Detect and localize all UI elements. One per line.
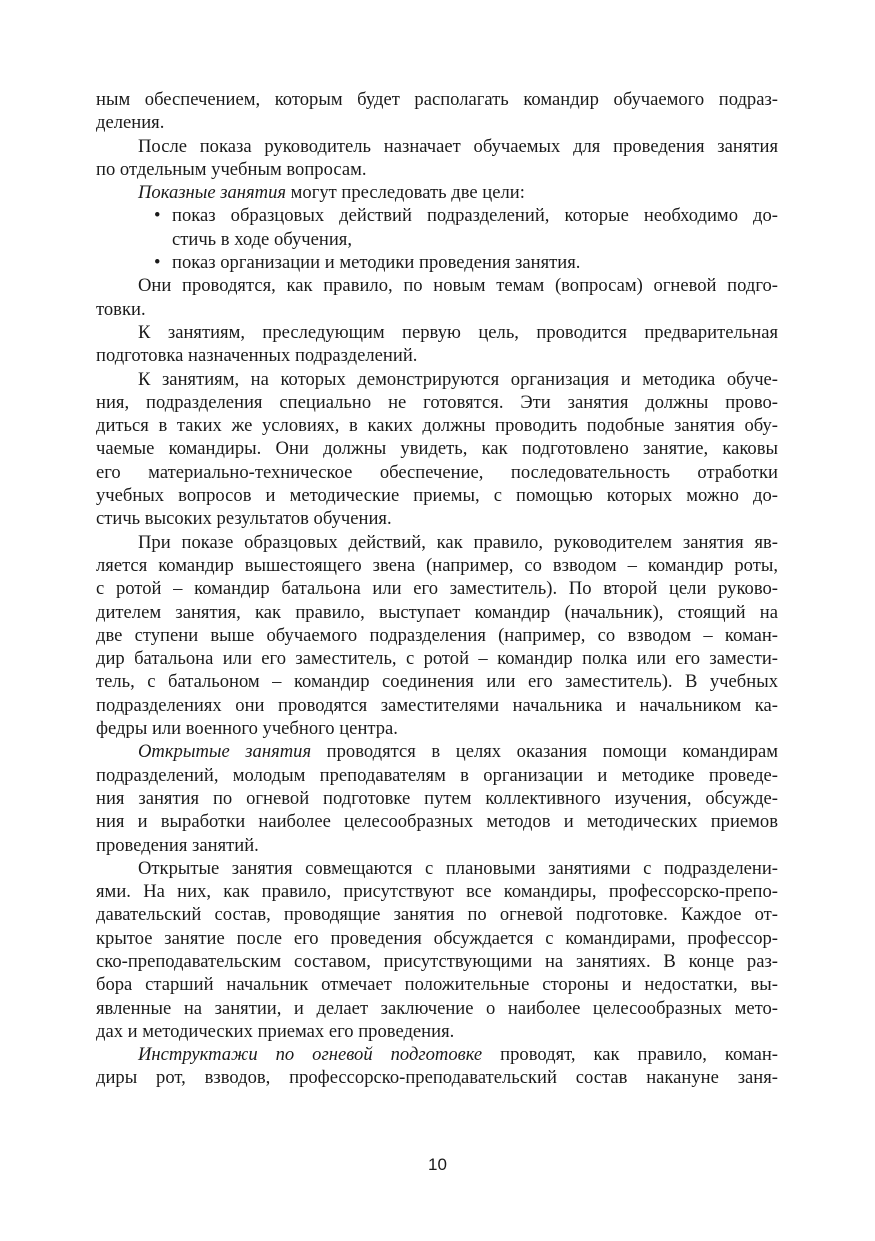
text-line: товки. (96, 298, 146, 320)
text-line: диться в таких же условиях, в каких должны проводить подобные занятия обу- (96, 415, 778, 437)
text-line: подготовка назначенных подразделений. (96, 345, 418, 367)
text-line: ляется командир вышестоящего звена (например, со взводом – командир роты, (96, 554, 778, 576)
bullet-text: показ организации и методики проведения занятия. (172, 252, 581, 274)
text-line (96, 181, 778, 204)
text-line: тель, с батальоном – командир соединения или его заместитель). В учебных (96, 671, 778, 693)
text-line (96, 1043, 778, 1066)
text-line: дах и методических приемах его проведения. (96, 1020, 455, 1042)
line-rest: могут преследовать две цели: (286, 182, 525, 204)
text-line: ями. На них, как правило, присутствуют все командиры, профессорско-препо- (96, 881, 778, 903)
text-line: учебных вопросов и методические приемы, с помощью которых можно до- (96, 485, 778, 507)
bullet-line (96, 251, 778, 274)
italic-term: Инструктажи по огневой подготовке (138, 1044, 483, 1066)
text-line: ско-преподавательским составом, присутствующими на занятиях. В конце раз- (96, 950, 778, 972)
bullet-line (96, 204, 778, 227)
bullet-icon: • (154, 252, 161, 274)
page-number: 10 (428, 1155, 447, 1174)
italic-term: Открытые занятия (138, 741, 312, 763)
text-line: деления. (96, 112, 165, 134)
text-line: подразделений, молодым преподавателям в организации и методике проведе- (96, 764, 778, 786)
page-body (96, 88, 778, 1090)
italic-term: Показные занятия (138, 182, 287, 204)
text-line: проведения занятий. (96, 834, 259, 856)
text-line: две ступени выше обучаемого подразделения (например, со взводом – коман- (96, 624, 778, 646)
text-line: ния и выработки наиболее целесообразных методов и методических приемов (96, 811, 778, 833)
text-line: стичь высоких результатов обучения. (96, 508, 392, 530)
bullet-icon: • (154, 205, 161, 227)
text-line: дир батальона или его заместитель, с ротой – командир полка или его замести- (96, 648, 778, 670)
line-rest: проводятся в целях оказания помощи командирам (311, 741, 779, 763)
text-line: стичь в ходе обучения, (172, 228, 352, 250)
text-line: диры рот, взводов, профессорско-преподавательский состав накануне заня- (96, 1067, 778, 1089)
text-line: его материально-техническое обеспечение, последовательность отработки (96, 461, 778, 483)
text-line: давательский состав, проводящие занятия по огневой подготовке. Каждое от- (96, 904, 778, 926)
text-line: После показа руководитель назначает обучаемых для проведения занятия (138, 135, 778, 157)
text-line: чаемые командиры. Они должны увидеть, как подготовлено занятие, каковы (96, 438, 778, 460)
text-line: крытое занятие после его проведения обсуждается с командирами, профессор- (96, 927, 778, 949)
text-line: подразделениях они проводятся заместителями начальника и начальником ка- (96, 694, 778, 716)
text-line: по отдельным учебным вопросам. (96, 158, 367, 180)
text-line: При показе образцовых действий, как правило, руководителем занятия яв- (138, 531, 778, 553)
text-line: ным обеспечением, которым будет располагать командир обучаемого подраз- (96, 89, 778, 110)
text-line: Они проводятся, как правило, по новым темам (вопросам) огневой подго- (138, 275, 778, 297)
text-line: дителем занятия, как правило, выступает командир (начальник), стоящий на (96, 601, 778, 623)
text-line: Открытые занятия совмещаются с плановыми занятиями с подразделени- (138, 857, 778, 879)
text-line: К занятиям, на которых демонстрируются организация и методика обуче- (138, 368, 778, 390)
text-line: ния занятия по огневой подготовке путем коллективного изучения, обсужде- (96, 787, 778, 809)
text-line: ния, подразделения специально не готовятся. Эти занятия должны прово- (96, 391, 778, 413)
line-rest: проводят, как правило, коман- (482, 1044, 778, 1066)
text-line: федры или военного учебного центра. (96, 718, 398, 740)
text-line (96, 740, 778, 763)
text-line: К занятиям, преследующим первую цель, проводится предварительная (138, 321, 778, 343)
text-line: явленные на занятии, и делает заключение о наиболее целесообразных мето- (96, 997, 778, 1019)
bullet-text: показ образцовых действий подразделений, которые необходимо до- (172, 205, 778, 227)
text-line: с ротой – командир батальона или его заместитель). По второй цели руково- (96, 578, 778, 600)
text-line: бора старший начальник отмечает положительные стороны и недостатки, вы- (96, 974, 778, 996)
